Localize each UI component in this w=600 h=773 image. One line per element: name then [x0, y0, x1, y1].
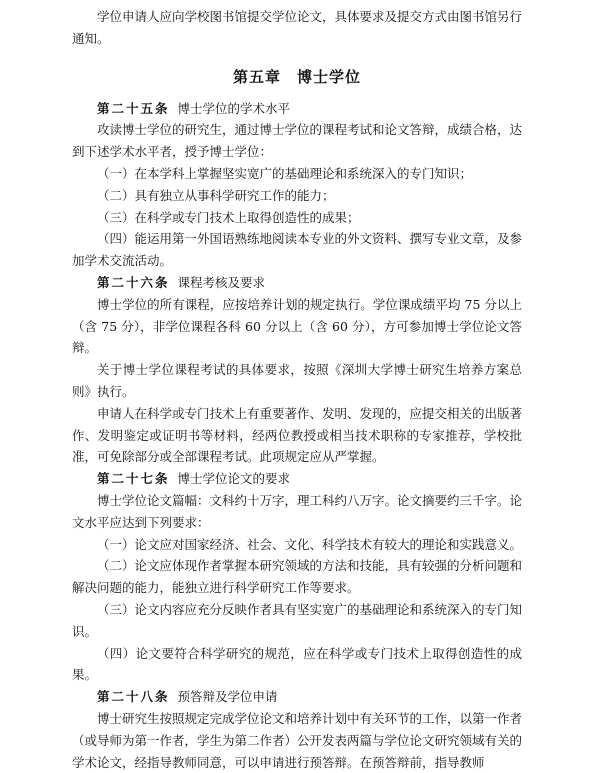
- article-number: 第二十八条: [97, 689, 170, 705]
- article-paragraph: 博士研究生按照规定完成学位论文和培养计划中有关环节的工作，以第一作者（或导师为第一作者，学生为第二作者）公开发表两篇与学位论文研究领域有关的学术论文，经指导教师同意，可以申请进行预答辩。在预答辩前，指导教师: [72, 710, 523, 770]
- article-heading: [72, 98, 522, 120]
- article-paragraph: （三）论文内容应充分反映作者具有坚实宽广的基础理论和系统深入的专门知识。: [72, 601, 523, 639]
- article-27: [72, 468, 522, 686]
- article-28: [72, 686, 522, 773]
- article-paragraph: 关于博士学位课程考试的具体要求，按照《深圳大学博士研究生培养方案总则》执行。: [72, 362, 522, 399]
- article-heading: [72, 686, 522, 708]
- article-heading: [72, 272, 522, 294]
- article-paragraph: （二）论文应体现作者掌握本研究领域的方法和技能，具有较强的分析问题和解决问题的能力，能独立进行科学研究工作等要求。: [72, 558, 523, 596]
- article-title: 博士学位的学术水平: [177, 100, 290, 116]
- article-25: [72, 98, 522, 272]
- article-heading: [72, 468, 522, 490]
- article-title: 预答辩及学位申请: [177, 689, 278, 705]
- article-paragraph: （三）在科学或专门技术上取得创造性的成果；: [97, 209, 360, 225]
- intro-paragraph: 学位申请人应向学校图书馆提交学位论文，具体要求及提交方式由图书馆另行通知。: [72, 9, 523, 46]
- article-number: 第二十七条: [97, 471, 170, 487]
- article-paragraph: （四）能运用第一外国语熟练地阅读本专业的外文资料、撰写专业文章，及参加学术交流活动。: [72, 231, 523, 269]
- article-title: 博士学位论文的要求: [177, 471, 290, 487]
- article-title: 课程考核及要求: [177, 274, 265, 290]
- article-paragraph: 博士学位的所有课程，应按培养计划的规定执行。学位课成绩平均 75 分以上（含 75 分），非学位课程各科 60 分以上（含 60 分），方可参加博士学位论文答辩。: [72, 296, 522, 356]
- article-paragraph: （二）具有独立从事科学研究工作的能力；: [97, 187, 335, 203]
- article-26: [72, 272, 522, 468]
- article-paragraph: 博士学位论文篇幅：文科约十万字，理工科约八万字。论文摘要约三千字。论文水平应达到下列要求：: [72, 492, 523, 530]
- article-number: 第二十六条: [97, 274, 170, 290]
- article-paragraph: 攻读博士学位的研究生，通过博士学位的课程考试和论文答辩，成绩合格，达到下述学术水平者，授予博士学位：: [72, 122, 523, 160]
- document-page: [72, 6, 522, 773]
- article-number: 第二十五条: [97, 100, 170, 116]
- article-paragraph: 申请人在科学或专门技术上有重要著作、发明、发现的，应提交相关的出版著作、发明鉴定或证明书等材料，经两位教授或相当技术职称的专家推荐，学校批准，可免除部分或全部课程考试。此项规定应从严掌握。: [72, 405, 523, 465]
- article-paragraph: （四）论文要符合科学研究的规范，应在科学或专门技术上取得创造性的成果。: [72, 645, 522, 683]
- article-paragraph: （一）在本学科上掌握坚实宽广的基础理论和系统深入的专门知识；: [97, 165, 473, 181]
- chapter-title: 第五章 博士学位: [232, 67, 361, 86]
- article-paragraph: （一）论文应对国家经济、社会、文化、科学技术有较大的理论和实践意义。: [97, 536, 523, 552]
